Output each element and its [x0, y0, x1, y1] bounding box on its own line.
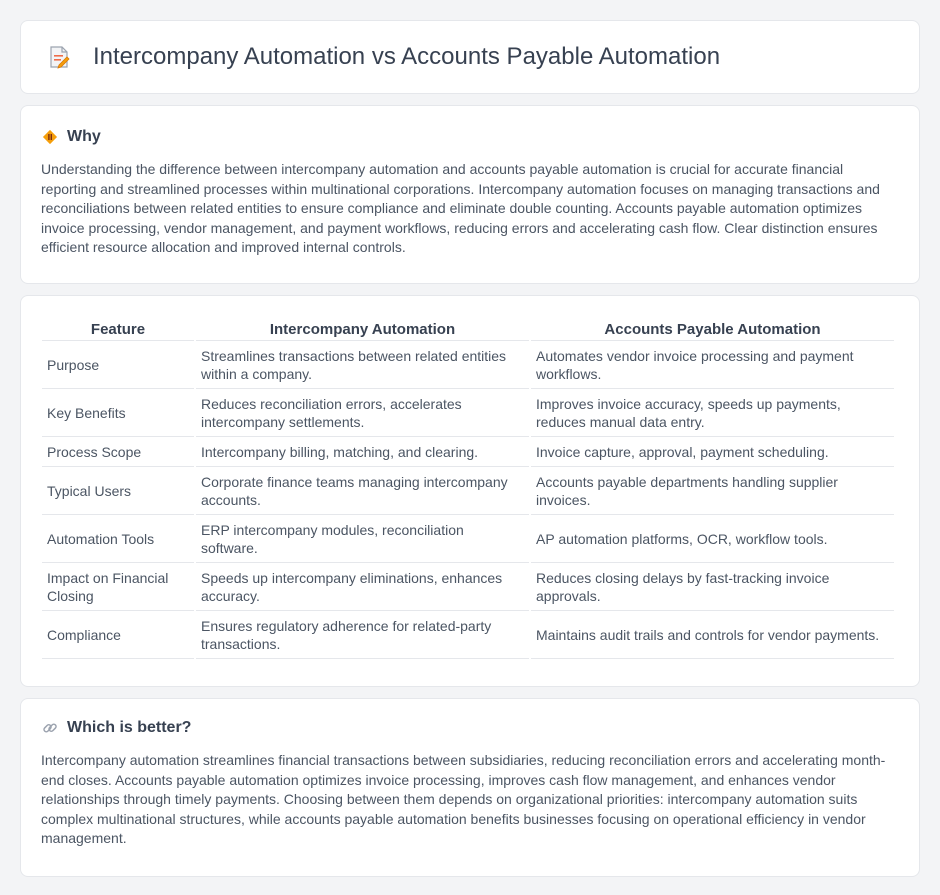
- row-intercompany: Intercompany billing, matching, and clearing.: [196, 437, 529, 467]
- comparison-table-card: [20, 295, 920, 687]
- row-feature: Purpose: [42, 340, 194, 389]
- row-intercompany: Speeds up intercompany eliminations, enhances accuracy.: [196, 563, 529, 611]
- why-text: Understanding the difference between intercompany automation and accounts payable automation is crucial for accurate financial reporting and streamlined processes within multinational corporations. Intercompany automation focuses on managing transactions and reconciliations between related entities to ensure compliance and eliminate double counting. Accounts payable automation optimizes invoice processing, vendor management, and payment workflows, reducing errors and accelerating cash flow. Clear distinction ensures efficient resource allocation and improved internal controls.: [41, 161, 880, 256]
- better-text: Intercompany automation streamlines financial transactions between subsidiaries, reducing reconciliation errors and accelerating month-end closes. Accounts payable automation optimizes invoice processing, improves cash flow management, and enhances vendor relationships through timely payments. Choosing between them depends on organizational priorities: intercompany automation suits complex multinational structures, while accounts payable automation benefits businesses focusing on operational efficiency in vendor management.: [41, 752, 886, 847]
- which-is-better-section: [20, 698, 920, 877]
- row-feature: Impact on Financial Closing: [42, 563, 194, 611]
- table-row: [42, 437, 894, 467]
- why-heading: Why: [67, 128, 101, 145]
- why-section: [20, 105, 920, 284]
- row-feature: Key Benefits: [42, 389, 194, 437]
- table-row: [42, 515, 894, 563]
- row-feature: Process Scope: [42, 437, 194, 467]
- better-heading: Which is better?: [67, 719, 192, 736]
- row-intercompany: Streamlines transactions between related entities within a company.: [196, 340, 529, 389]
- row-accounts-payable: Reduces closing delays by fast-tracking invoice approvals.: [531, 563, 894, 611]
- table-row: [42, 389, 894, 437]
- header-accounts-payable: Accounts Payable Automation: [604, 320, 821, 338]
- row-feature: Automation Tools: [42, 515, 194, 563]
- title-card: [20, 20, 920, 94]
- row-accounts-payable: Invoice capture, approval, payment scheduling.: [531, 437, 894, 467]
- table-row: [42, 467, 894, 515]
- table-row: [42, 611, 894, 659]
- row-accounts-payable: Automates vendor invoice processing and payment workflows.: [531, 340, 894, 389]
- diamond-sign-icon: [41, 128, 59, 146]
- row-intercompany: Reduces reconciliation errors, accelerates intercompany settlements.: [196, 389, 529, 437]
- document-pencil-icon: [45, 43, 73, 71]
- header-feature: Feature: [90, 320, 146, 338]
- row-feature: Typical Users: [42, 467, 194, 515]
- table-row: [42, 563, 894, 611]
- row-feature: Compliance: [42, 611, 194, 659]
- row-intercompany: ERP intercompany modules, reconciliation software.: [196, 515, 529, 563]
- page-title: Intercompany Automation vs Accounts Payable Automation: [93, 43, 721, 70]
- row-intercompany: Corporate finance teams managing intercompany accounts.: [196, 467, 529, 515]
- row-accounts-payable: Accounts payable departments handling supplier invoices.: [531, 467, 894, 515]
- header-intercompany: Intercompany Automation: [269, 320, 456, 338]
- row-intercompany: Ensures regulatory adherence for related-party transactions.: [196, 611, 529, 659]
- table-row: [42, 340, 894, 389]
- row-accounts-payable: Improves invoice accuracy, speeds up payments, reduces manual data entry.: [531, 389, 894, 437]
- comparison-table: [40, 318, 896, 659]
- row-accounts-payable: AP automation platforms, OCR, workflow tools.: [531, 515, 894, 563]
- link-icon: [41, 719, 59, 737]
- row-accounts-payable: Maintains audit trails and controls for vendor payments.: [531, 611, 894, 659]
